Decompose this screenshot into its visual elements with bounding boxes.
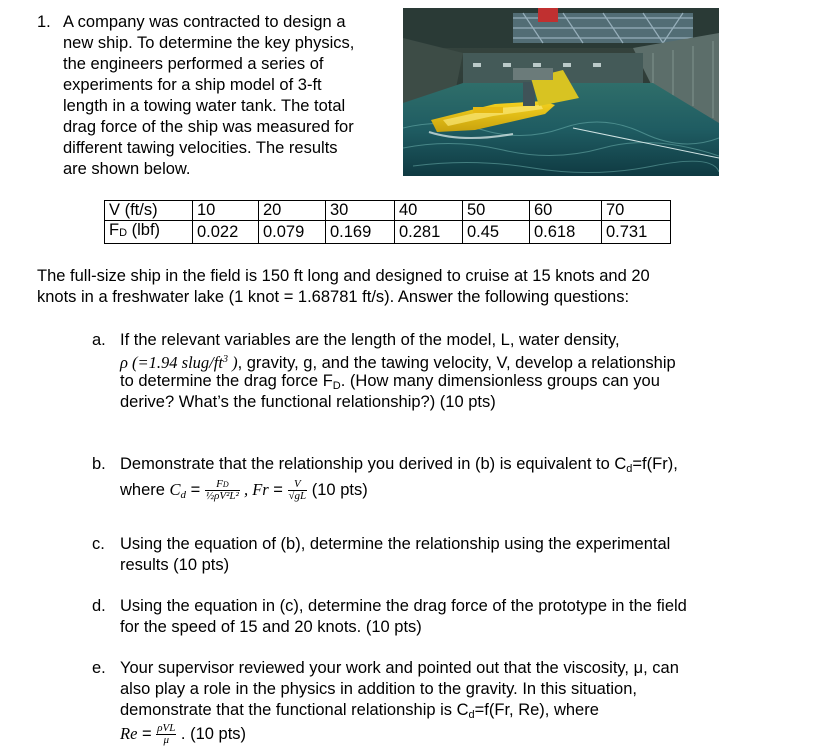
table-cell: 0.618 [530,221,602,244]
separator: , [239,480,253,499]
question-a-line-rest: , gravity, g, and the tawing velocity, V, develop a relationship [237,354,676,372]
cd-denominator: ½ρV²L² [205,490,239,503]
question-e-line: Your supervisor reviewed your work and pointed out that the viscosity, μ, can [120,659,679,677]
density-expression: ρ (=1.94 slug/ft [120,353,223,372]
cd-subscript: d [468,709,475,721]
question-e-line: also play a role in the physics in addition to the gravity. In this situation, [120,680,637,698]
drag-subscript: D [119,227,128,239]
points: . (10 pts) [176,725,247,743]
table-cell: 0.731 [602,221,671,244]
points: (10 pts) [307,481,368,499]
table-cell: 40 [395,201,463,221]
re-fraction [156,723,176,746]
table-row [105,221,671,244]
towing-tank-photo [403,8,719,176]
question-a-marker: a. [92,331,106,349]
problem-number: 1. [37,13,51,31]
question-c-marker: c. [92,535,105,553]
re-denominator: μ [163,734,170,747]
question-d-marker: d. [92,597,106,615]
fr-fraction [288,479,308,502]
fr-denominator: √gL [288,490,307,503]
field-text-line: knots in a freshwater lake (1 knot = 1.68781 ft/s). Answer the following questions: [37,288,630,306]
data-table [104,200,671,244]
drag-symbol: F [109,221,120,239]
question-a-text: to determine the drag force F [120,372,333,390]
question-e-marker: e. [92,659,106,677]
density-exponent: 3 [222,354,228,365]
question-a-line: derive? What’s the functional relationship?) (10 pts) [120,393,496,411]
cd-fraction [205,479,240,502]
drag-unit: (lbf) [127,221,161,239]
cd-numerator-symbol: F [216,478,223,491]
intro-line: drag force of the ship was measured for [63,118,354,136]
question-b-text: Demonstrate that the relationship you derived in (b) is equivalent to C [120,455,627,473]
question-a-line [120,350,676,373]
cd-symbol: C [169,480,181,499]
re-symbol: Re [120,724,138,743]
cd-subscript: d [626,463,633,475]
equals-sign: = [268,481,288,499]
intro-line: experiments for a ship model of 3-ft [63,76,322,94]
table-row [105,201,671,221]
where-text: where [120,481,170,499]
table-cell: 0.169 [326,221,395,244]
question-a-line: If the relevant variables are the length of the model, L, water density, [120,331,620,349]
question-b-marker: b. [92,455,106,473]
table-header-drag [105,221,193,244]
table-cell: 0.281 [395,221,463,244]
equals-sign: = [186,481,205,499]
question-c-line: results (10 pts) [120,556,230,574]
cd-numerator-subscript: D [222,480,229,490]
table-cell: 0.45 [463,221,530,244]
intro-line: new ship. To determine the key physics, [63,34,355,52]
table-cell: 20 [259,201,326,221]
question-d-line: for the speed of 15 and 20 knots. (10 pts) [120,618,422,636]
table-cell: 10 [193,201,259,221]
table-cell: 0.022 [193,221,259,244]
table-cell: 70 [602,201,671,221]
question-e-text: =f(Fr, Re), where [474,701,599,719]
question-a-text: . (How many dimensionless groups can you [340,372,660,390]
table-cell: 50 [463,201,530,221]
re-numerator: ρVL [157,722,176,735]
field-text-line: The full-size ship in the field is 150 ft long and designed to cruise at 15 knots and 20 [37,267,650,285]
fr-symbol: Fr [252,480,269,499]
question-e-formula: Re = $\frac{\text{ρVL}}{\mu}$ . (10 pts) [120,722,247,747]
table-cell: 0.079 [259,221,326,244]
density-close: ) [227,353,238,372]
fr-numerator: V [288,479,308,491]
question-b-line [120,454,678,479]
intro-line: length in a towing water tank. The total [63,97,346,115]
question-e-text: demonstrate that the functional relationship is C [120,701,469,719]
table-cell: 30 [326,201,395,221]
question-c-line: Using the equation of (b), determine the relationship using the experimental [120,535,671,553]
question-b-text: =f(Fr), [632,455,678,473]
intro-line: different tawing velocities. The results [63,139,338,157]
cd-symbol-subscript: d [180,489,187,501]
table-cell: 60 [530,201,602,221]
fd-subscript: D [332,380,341,392]
intro-line: the engineers performed a series of [63,55,324,73]
intro-line: are shown below. [63,160,191,178]
table-header-velocity: V (ft/s) [105,201,193,221]
question-b-formula [120,477,368,508]
question-d-line: Using the equation in (c), determine the drag force of the prototype in the field [120,597,687,615]
intro-line: A company was contracted to design a [63,13,346,31]
